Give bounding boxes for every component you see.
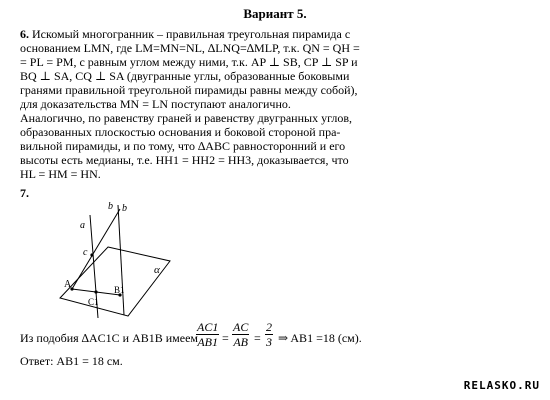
problem-7-number: 7.	[20, 186, 29, 200]
problem-6-line-9: вильной пирамиды, и по тому, что ∆ABC равносторонний и его	[20, 139, 346, 153]
fraction-2-numerator: AC	[233, 320, 249, 334]
label-a: a	[80, 220, 85, 231]
problem-6-line-6: для доказательства MN = LN поступают аналогично.	[20, 97, 291, 111]
problem-6-line-4: BQ ⊥ SA, CQ ⊥ SA (двугранные углы, образованные боковыми	[20, 69, 350, 83]
point-c1	[94, 290, 97, 293]
line-b	[118, 205, 124, 315]
fraction-3-numerator: 2	[266, 320, 272, 334]
fraction-2-3	[265, 321, 273, 349]
problem-6-line-5: гранями правильной треугольной пирамиды равны между собой),	[20, 83, 358, 97]
watermark: RELASKO.RU	[463, 379, 540, 392]
equals-1: =	[222, 331, 229, 345]
equals-2: =	[254, 331, 261, 345]
label-b: b	[108, 201, 113, 212]
geometry-figure	[58, 195, 178, 320]
problem-6-line-10: высоты есть медианы, т.е. HH1 = HH2 = HH3, доказывается, что	[20, 153, 349, 167]
label-C1: C1	[88, 297, 99, 307]
solution-prefix: Из подобия ∆AC1C и AB1B имеем	[20, 331, 199, 345]
fraction-1-denominator: AB1	[197, 335, 218, 349]
problem-6-number: 6.	[20, 27, 29, 41]
fraction-1-numerator: AC1	[197, 320, 219, 334]
problem-6-line-1: 6. Искомый многогранник – правильная треугольная пирамида с	[20, 27, 351, 41]
fraction-3-denominator: 3	[266, 335, 272, 349]
fraction-2-denominator: AB	[233, 335, 248, 349]
point-c	[90, 253, 93, 256]
problem-6-line-11: HL = HM = HN.	[20, 167, 101, 181]
solution-line	[20, 318, 540, 358]
page-title: Вариант 5.	[243, 6, 307, 21]
solution-result: ⇒ AB1 =18 (см).	[278, 331, 362, 345]
answer-line: Ответ: AB1 = 18 см.	[20, 354, 123, 368]
label-B1: B1	[114, 285, 125, 295]
problem-6-text	[20, 27, 536, 181]
fraction-ac1-ab1	[196, 321, 219, 349]
label-c: c	[83, 247, 88, 258]
problem-6-line-7: Аналогично, по равенству граней и равенству двугранных углов,	[20, 111, 353, 125]
fraction-ac-ab	[232, 321, 249, 349]
problem-6-line-3: = PL = PM, с равным углом между ними, т.к. AP ⊥ SB, CP ⊥ SP и	[20, 55, 358, 69]
label-line-b: b	[122, 203, 127, 214]
problem-6-line-2: основанием LMN, где LM=MN=NL, ∆LNQ=∆MLP, т.к. QN = QH =	[20, 41, 360, 55]
problem-6-line-8: образованных плоскостью основания и боковой стороной пра-	[20, 125, 341, 139]
label-A: A	[64, 279, 72, 290]
label-alpha: α	[154, 264, 160, 276]
